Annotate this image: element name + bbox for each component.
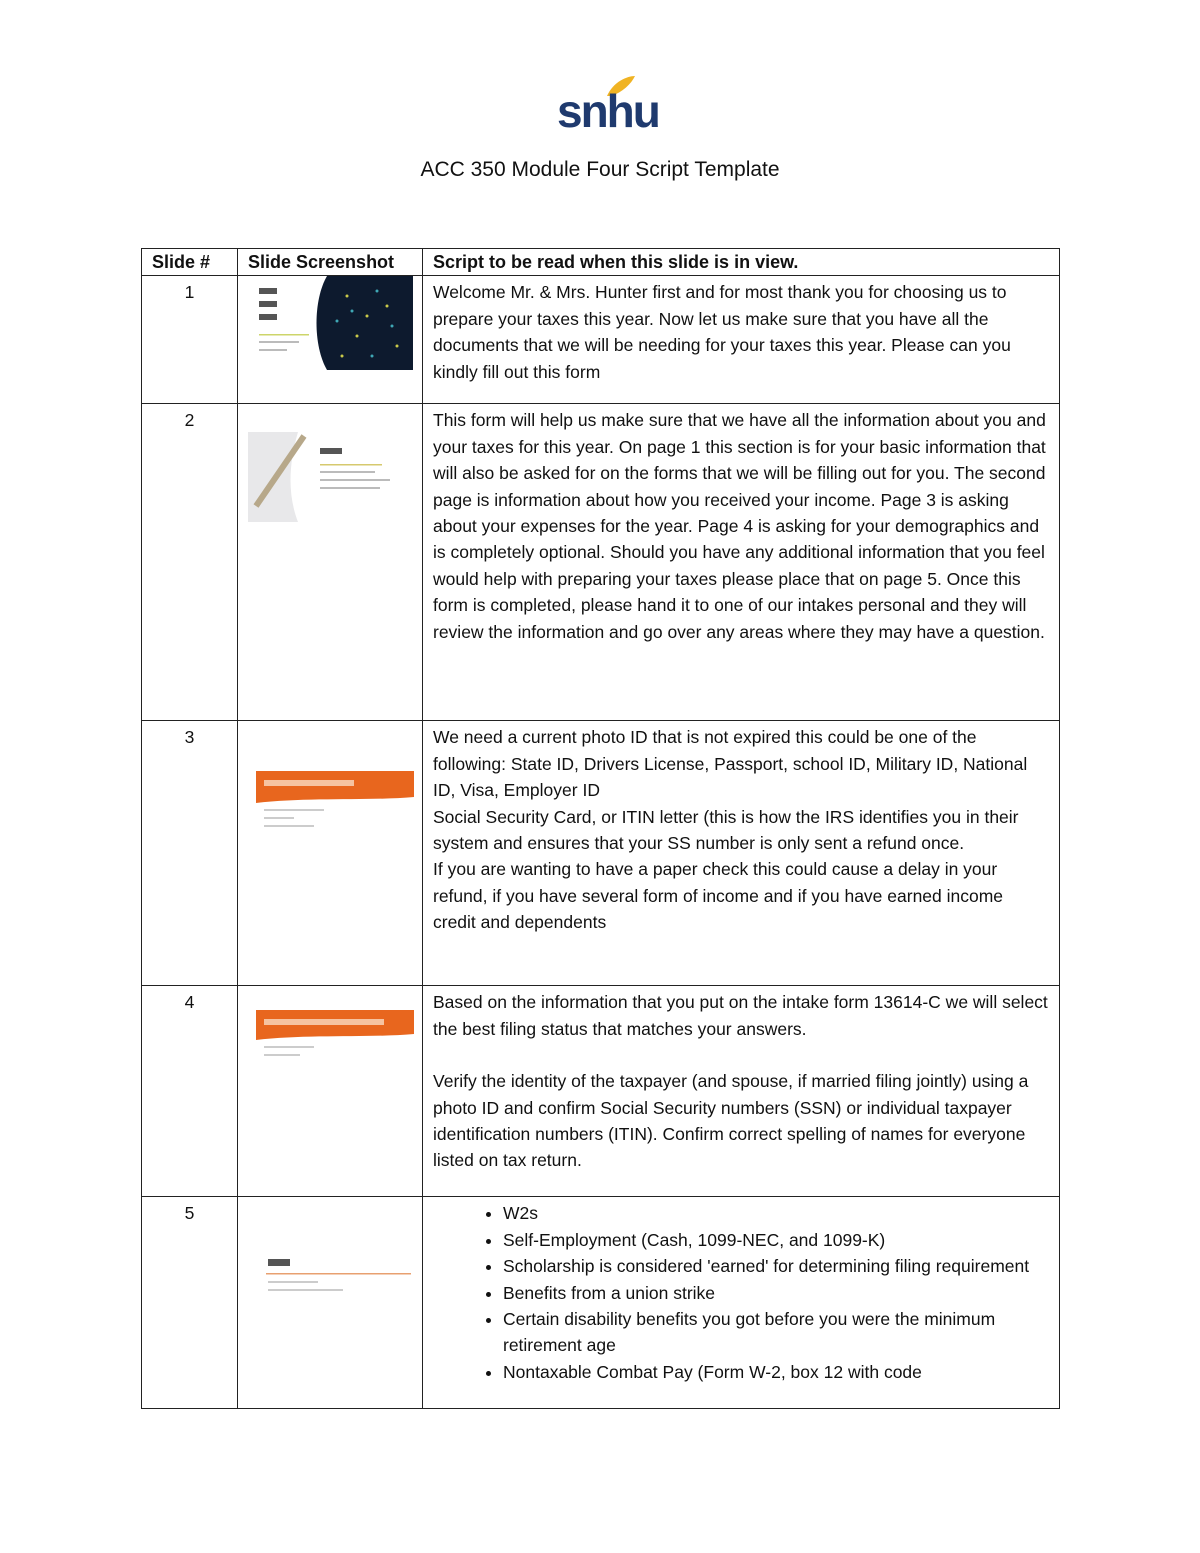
script-cell	[423, 721, 1060, 986]
header-script: Script to be read when this slide is in view.	[423, 249, 1060, 276]
script-text: Verify the identity of the taxpayer (and spouse, if married filing jointly) using a photo ID and confirm Social Security numbers (SSN) or individual taxpayer identification numbers (ITIN). Confirm correct spelling of names for everyone listed on tax return.	[433, 1071, 1029, 1171]
table-row	[142, 721, 1060, 986]
slide-number: 2	[142, 404, 238, 721]
table-header-row	[142, 249, 1060, 276]
script-cell	[423, 1197, 1060, 1409]
income-list	[433, 1200, 1049, 1385]
slide-screenshot	[238, 1197, 423, 1409]
slide-thumbnail-3	[248, 771, 414, 851]
slide-screenshot	[238, 721, 423, 986]
list-item: • Nontaxable Combat Pay (Form W-2, box 12 with code	[503, 1359, 1049, 1385]
logo-text: snhu	[557, 85, 659, 137]
slide-number: 1	[142, 276, 238, 404]
script-cell	[423, 276, 1060, 404]
script-text: We need a current photo ID that is not expired this could be one of the following: State ID, Drivers License, Passport, school ID, Military ID, National ID, Visa, Employer ID	[433, 727, 1028, 801]
script-text: Social Security Card, or ITIN letter (this is how the IRS identifies you in their system and ensures that your SS number is only sent a refund once.	[433, 806, 1019, 854]
script-text: If you are wanting to have a paper check this could cause a delay in your refund, if you have several form of income and if you have earned income credit and dependents	[433, 859, 1004, 933]
document-title: ACC 350 Module Four Script Template	[420, 158, 780, 181]
script-text: Based on the information that you put on the intake form 13614-C we will select the best filing status that matches your answers.	[433, 992, 1048, 1039]
table-row	[142, 404, 1060, 721]
snhu-logo	[555, 74, 659, 137]
list-item: • Benefits from a union strike	[503, 1280, 1049, 1306]
slide-number: 5	[142, 1197, 238, 1409]
script-text: This form will help us make sure that we have all the information about you and your taxes for this year. On page 1 this section is for your basic information that will also be asked for on the forms that we will be filling out for you. The second page is information about how you received your income. Page 3 is asking about your expenses for the year. Page 4 is asking for your demographics and is completely optional. Should you have any additional information that you feel would help with preparing your taxes please place that on page 5. Once this form is completed, please hand it to one of our intakes personal and they will review the information and go over any areas where they may have a question.	[433, 410, 1046, 642]
slide-thumbnail-2	[248, 426, 414, 526]
list-item: • Self-Employment (Cash, 1099-NEC, and 1099-K)	[503, 1227, 1049, 1253]
table-row	[142, 1197, 1060, 1409]
table-row	[142, 276, 1060, 404]
table-row	[142, 986, 1060, 1197]
slide-screenshot	[238, 404, 423, 721]
slide-number: 3	[142, 721, 238, 986]
list-item: • W2s	[503, 1200, 1049, 1226]
slide-number: 4	[142, 986, 238, 1197]
list-item: • Certain disability benefits you got before you were the minimum retirement age	[503, 1306, 1049, 1359]
header-slide-num: Slide #	[142, 249, 238, 276]
slide-thumbnail-4	[248, 1010, 414, 1070]
slide-thumbnail-1	[247, 276, 413, 370]
script-cell	[423, 404, 1060, 721]
script-cell	[423, 986, 1060, 1197]
list-item: • Scholarship is considered 'earned' for determining filing requirement	[503, 1253, 1049, 1279]
slide-screenshot	[238, 986, 423, 1197]
header-screenshot: Slide Screenshot	[238, 249, 423, 276]
slide-thumbnail-5	[248, 1255, 414, 1305]
slide-screenshot	[238, 276, 423, 404]
script-text: Welcome Mr. & Mrs. Hunter first and for most thank you for choosing us to prepare your taxes this year. Now let us make sure that you have all the documents that we will be needing for your taxes this year. Please can you kindly fill out this form	[433, 282, 1011, 382]
script-table	[141, 248, 1060, 1409]
